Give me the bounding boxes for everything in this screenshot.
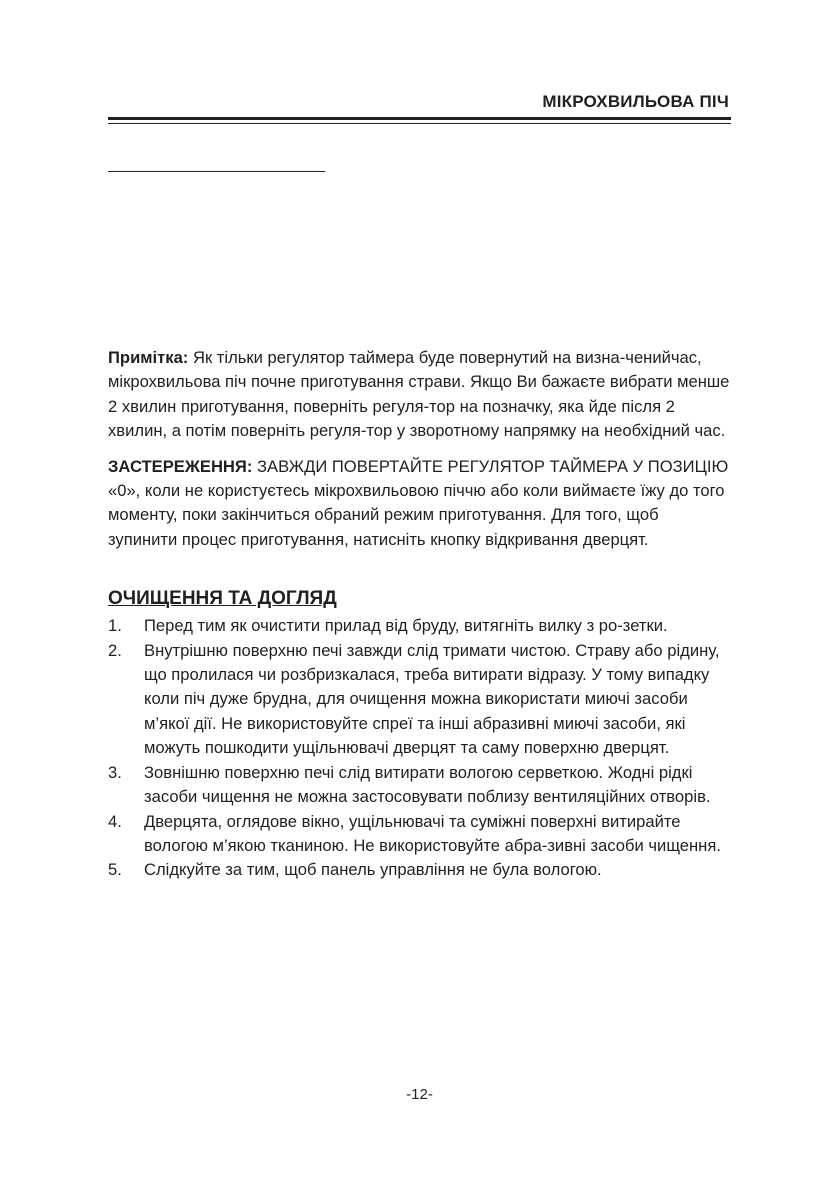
- main-content: [108, 346, 730, 883]
- header-rule-thick: [108, 117, 731, 120]
- short-divider: [108, 171, 325, 172]
- note-paragraph: [108, 346, 730, 444]
- header-rule-thin: [108, 123, 731, 124]
- list-item-text: Перед тим як очистити прилад від бруду, витягніть вилку з ро-зетки.: [144, 616, 668, 636]
- list-item-number: 1.: [108, 616, 122, 636]
- list-item-text: Слідкуйте за тим, щоб панель управління не була вологою.: [144, 860, 602, 880]
- list-item-text: Дверцята, оглядове вікно, ущільнювачі та суміжні поверхні витирайте вологою м’якою тканиною. Не використовуйте абра-зивні засоби чищення.: [144, 811, 721, 855]
- list-item: [108, 639, 730, 761]
- warning-text: ЗАВЖДИ ПОВЕРТАЙТЕ РЕГУЛЯТОР ТАЙМЕРА У ПОЗИЦІЮ «0», коли не користуєтесь мікрохвильовою піччю або коли виймаєте їжу до того моменту, поки закінчиться обраний режим приготування. Для того, щоб зупинити процес приготування, натисніть кнопку відкривання дверцят.: [108, 456, 729, 549]
- note-label: Примітка:: [108, 348, 189, 367]
- list-item-number: 5.: [108, 860, 122, 880]
- list-item-text: Зовнішню поверхню печі слід витирати вологою серветкою. Жодні рідкі засоби чищення не можна застосовувати поблизу вентиляційних отворів.: [144, 762, 711, 807]
- note-text: Як тільки регулятор таймера буде повернутий на визна-ченийчас, мікрохвильова піч почне приготування страви. Якщо Ви бажаєте вибрати менше 2 хвилин приготування, поверніть регуля-тор на позначку, яка йде після 2 хвилин, а потім поверніть регуля-тор у зворотному напрямку на необхідний час.: [108, 348, 730, 441]
- warning-paragraph: [108, 455, 730, 553]
- list-item: [108, 858, 730, 882]
- list-item: [108, 761, 730, 810]
- list-item: [108, 810, 730, 859]
- list-item: [108, 614, 730, 638]
- list-item-number: 4.: [108, 811, 122, 831]
- section-heading-cleaning: ОЧИЩЕННЯ ТА ДОГЛЯД: [108, 588, 337, 610]
- warning-label: ЗАСТЕРЕЖЕННЯ:: [108, 456, 253, 476]
- list-item-number: 2.: [108, 640, 122, 660]
- header-title: МІКРОХВИЛЬОВА ПІЧ: [542, 92, 729, 111]
- list-item-number: 3.: [108, 762, 122, 782]
- page-number: -12-: [406, 1086, 433, 1103]
- cleaning-list: [108, 614, 730, 882]
- list-item-text: Внутрішню поверхню печі завжди слід тримати чистою. Страву або рідину, що пролилася чи розбризкалася, треба витирати відразу. У тому випадку коли піч дуже брудна, для очищення можна використати миючі засоби м’якої дії. Не використовуйте спреї та інші абразивні миючі засоби, які можуть пошкодити ущільнювачі дверцят та саму поверхню дверцят.: [144, 640, 720, 758]
